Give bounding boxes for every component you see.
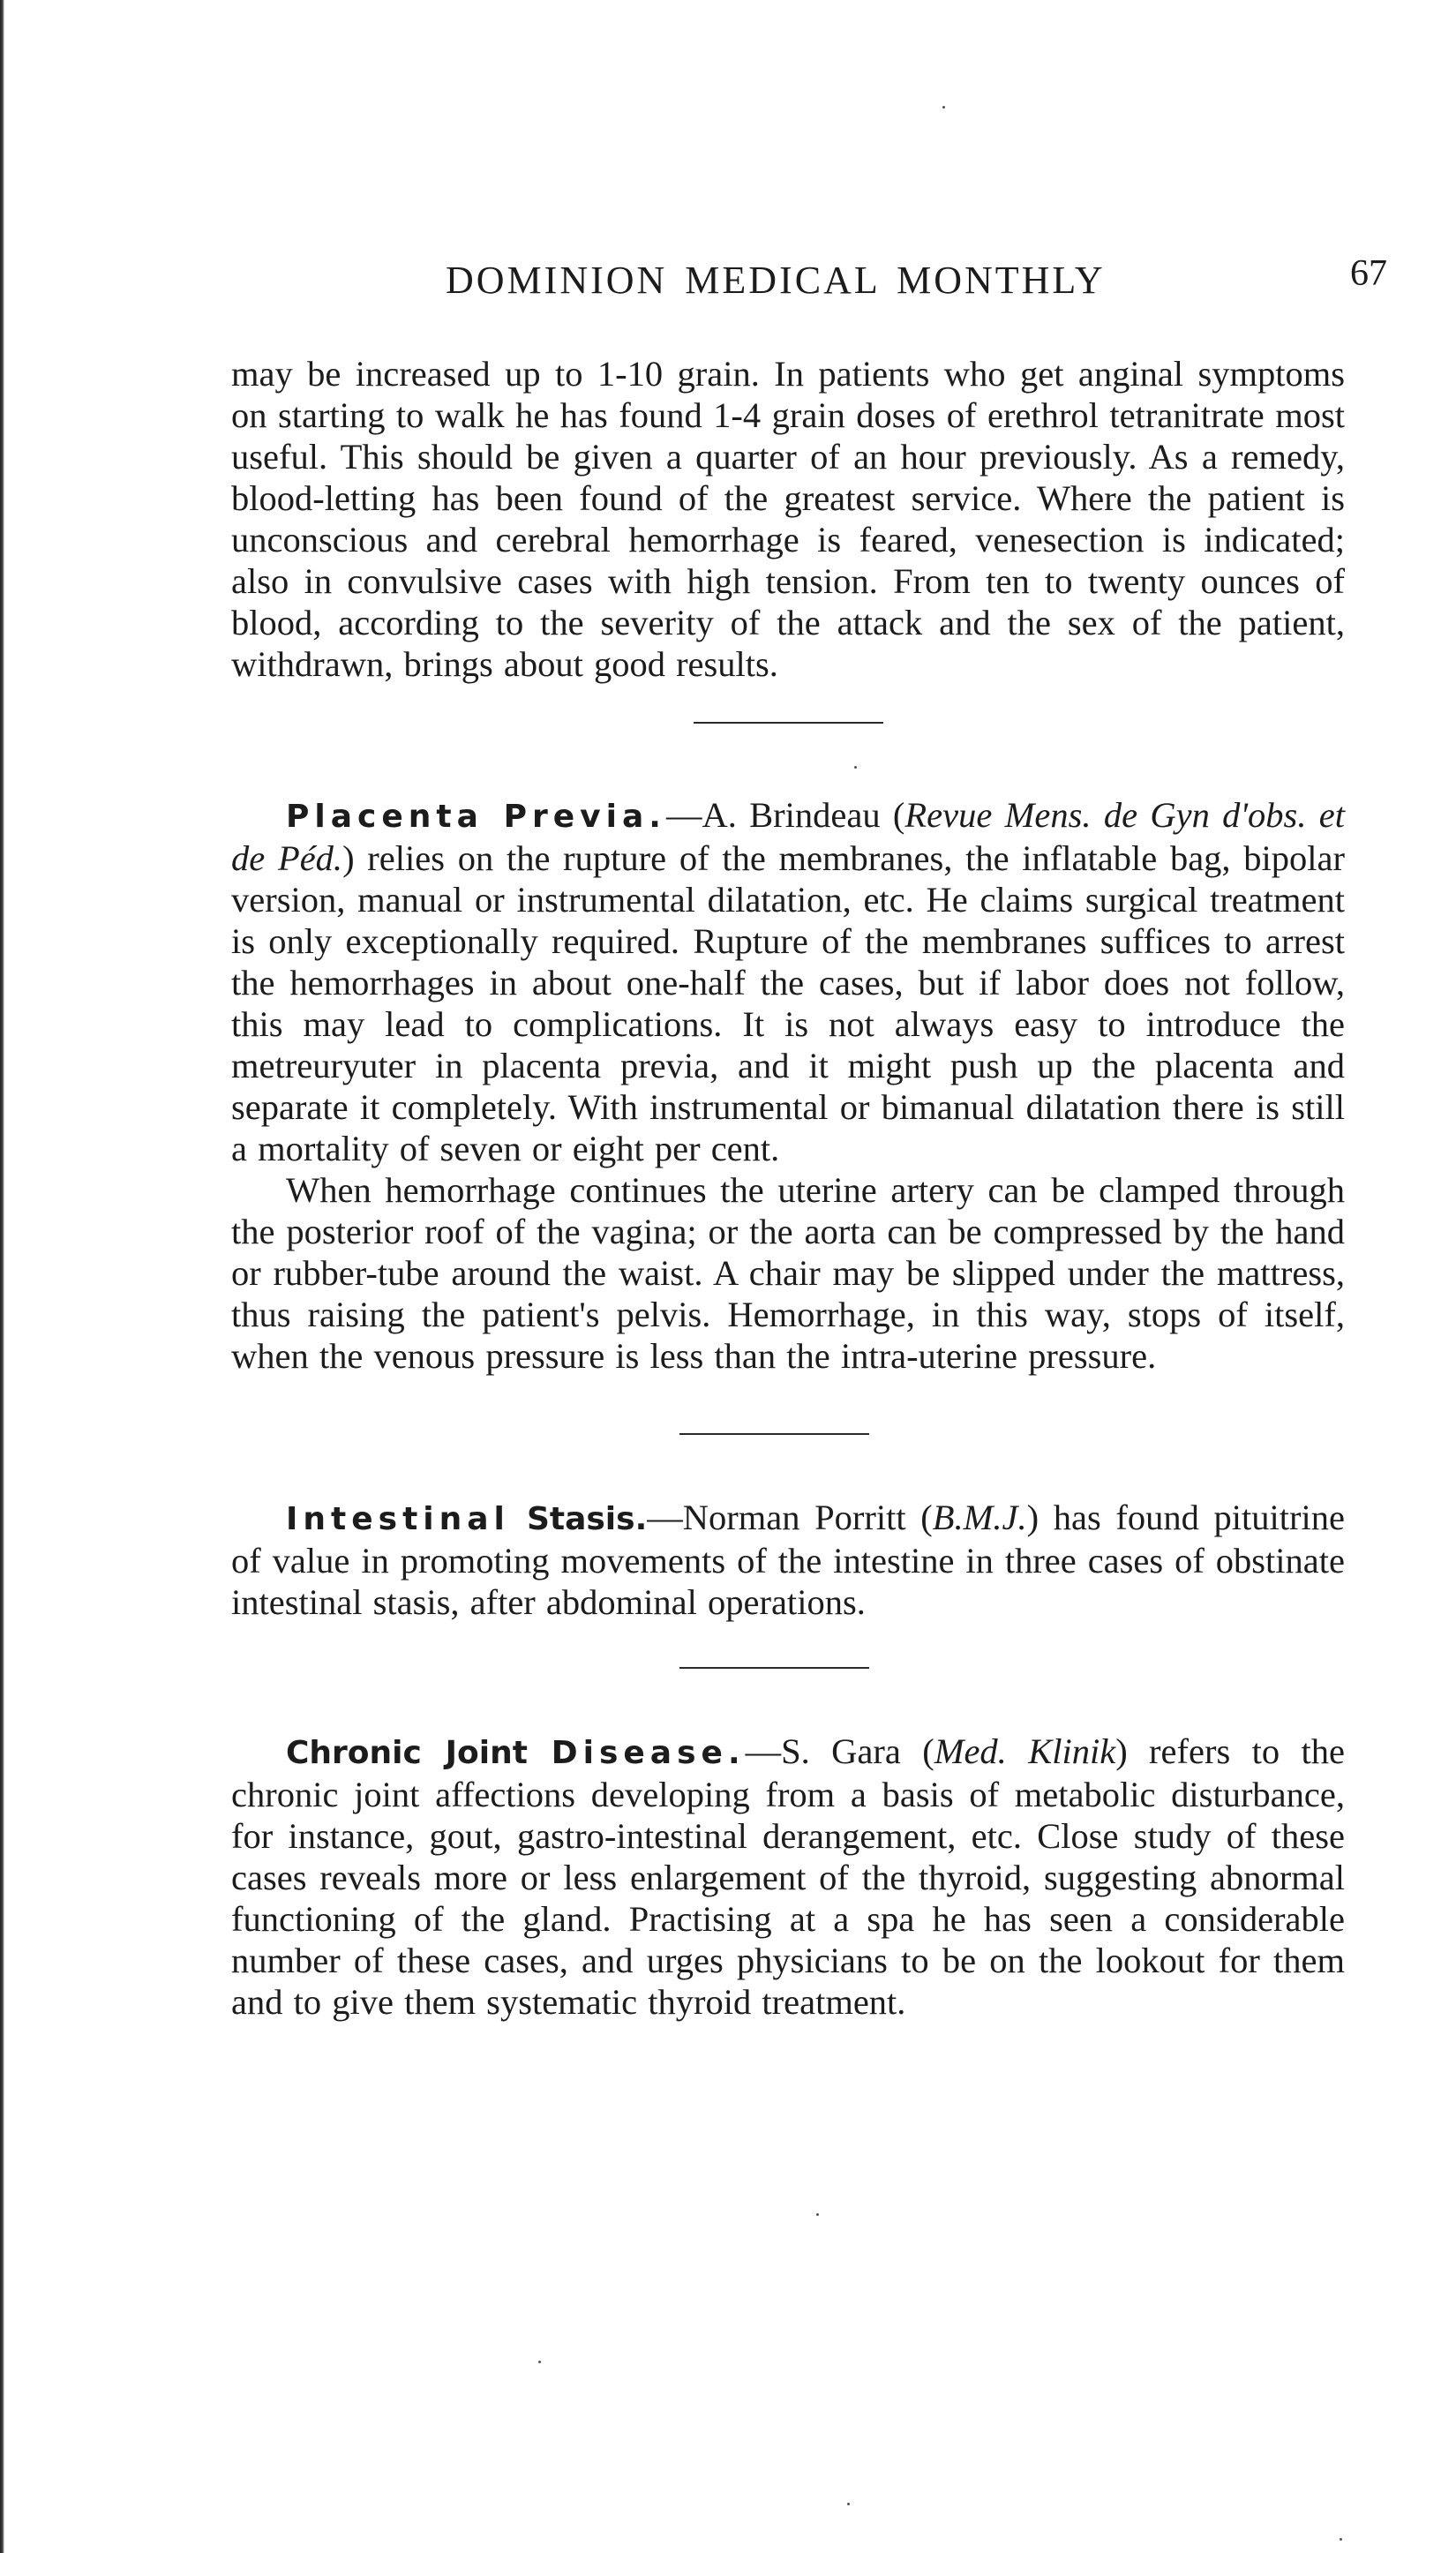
- scan-speck: [1340, 2538, 1342, 2541]
- article-placenta-previa: [231, 794, 1345, 1377]
- section-divider: [694, 722, 883, 724]
- article-paragraph: [231, 794, 1345, 1169]
- article-heading-spaced: Intestinal: [286, 1501, 510, 1537]
- scan-speck: [847, 2503, 850, 2505]
- article-body: ) refers to the chronic joint affections developing from a basis of metabolic disturbance, for instance, gout, gastro-intestinal derangement, etc. Close study of these cases reveals more or less enlargement of the thyroid, suggesting abnormal functioning of the gland. Practising at a spa he has seen a considerable number of these cases, and urges physicians to be on the lookout for them and to give them systematic thyroid treatment.: [231, 1731, 1345, 2022]
- article-paragraph-2: When hemorrhage continues the uterine artery can be clamped through the posterior roof of the vagina; or the aorta can be compressed by the hand or rubber-tube around the waist. A chair may be slipped under the mattress, thus raising the patient's pelvis. Hemorrhage, in this way, stops of itself, when the venous pressure is less than the intra-uterine pressure.: [231, 1170, 1345, 1376]
- article-body: ) has found pituitrine of value in promoting movements of the intestine in three cases of obstinate intestinal stasis, after abdominal operations.: [231, 1498, 1345, 1622]
- text-column: [231, 353, 1345, 2023]
- section-divider: [679, 1433, 869, 1435]
- article-source: Revue Mens. de Gyn d'obs. et de Péd.: [231, 795, 1345, 878]
- heading-dash: —: [745, 1731, 782, 1771]
- article-author: A. Brindeau (: [702, 795, 905, 835]
- article-heading-plain: Chronic Joint: [286, 1735, 552, 1771]
- heading-dash: —: [647, 1498, 683, 1537]
- scan-speck: [538, 2361, 541, 2363]
- article-heading: Placenta Previa.: [286, 799, 666, 835]
- article-chronic-joint-disease: [231, 1731, 1345, 2023]
- article-author: Norman Porritt (: [682, 1498, 933, 1537]
- scan-speck: [942, 106, 945, 109]
- article-intestinal-stasis: [231, 1497, 1345, 1623]
- article-source: B.M.J.: [932, 1498, 1027, 1537]
- article-body: ) relies on the rupture of the membranes, the inflatable bag, bipolar version, manual or instrumental dilatation, etc. He claims surgical treatment is only exceptionally required. Rupture of the membranes suffices to arrest the hemorrhages in about one-half the cases, but if labor does not follow, this may lead to complications. It is not always easy to introduce the metreuryuter in placenta previa, and it might push up the placenta and separate it completely. With instrumental or bimanual dilatation there is still a mortality of seven or eight per cent.: [231, 838, 1345, 1168]
- article-paragraph: [231, 1497, 1345, 1623]
- heading-dash: —: [665, 795, 702, 835]
- page-number: 67: [1350, 253, 1387, 294]
- article-heading-spaced: Disease.: [551, 1735, 746, 1771]
- scan-speck: [816, 2213, 819, 2216]
- scan-speck: [854, 766, 857, 769]
- continuation-paragraph: may be increased up to 1-10 grain. In patients who get anginal symptoms on starting to walk he has found 1-4 grain doses of erethrol tetranitrate most useful. This should be given a quarter of an hour previously. As a remedy, blood-letting has been found of the greatest service. Where the patient is unconscious and cerebral hemorrhage is feared, venesection is indicated; also in convulsive cases with high tension. From ten to twenty ounces of blood, according to the severity of the attack and the sex of the patient, withdrawn, brings about good results.: [231, 354, 1345, 684]
- running-head-title: DOMINION MEDICAL MONTHLY: [446, 259, 1106, 302]
- article-source: Med. Klinik: [934, 1731, 1116, 1771]
- article-heading-plain: Stasis.: [509, 1501, 648, 1537]
- section-divider: [679, 1667, 869, 1669]
- article-paragraph: [231, 1731, 1345, 2023]
- scan-edge-shadow: [0, 0, 4, 2553]
- article-author: S. Gara (: [781, 1731, 934, 1771]
